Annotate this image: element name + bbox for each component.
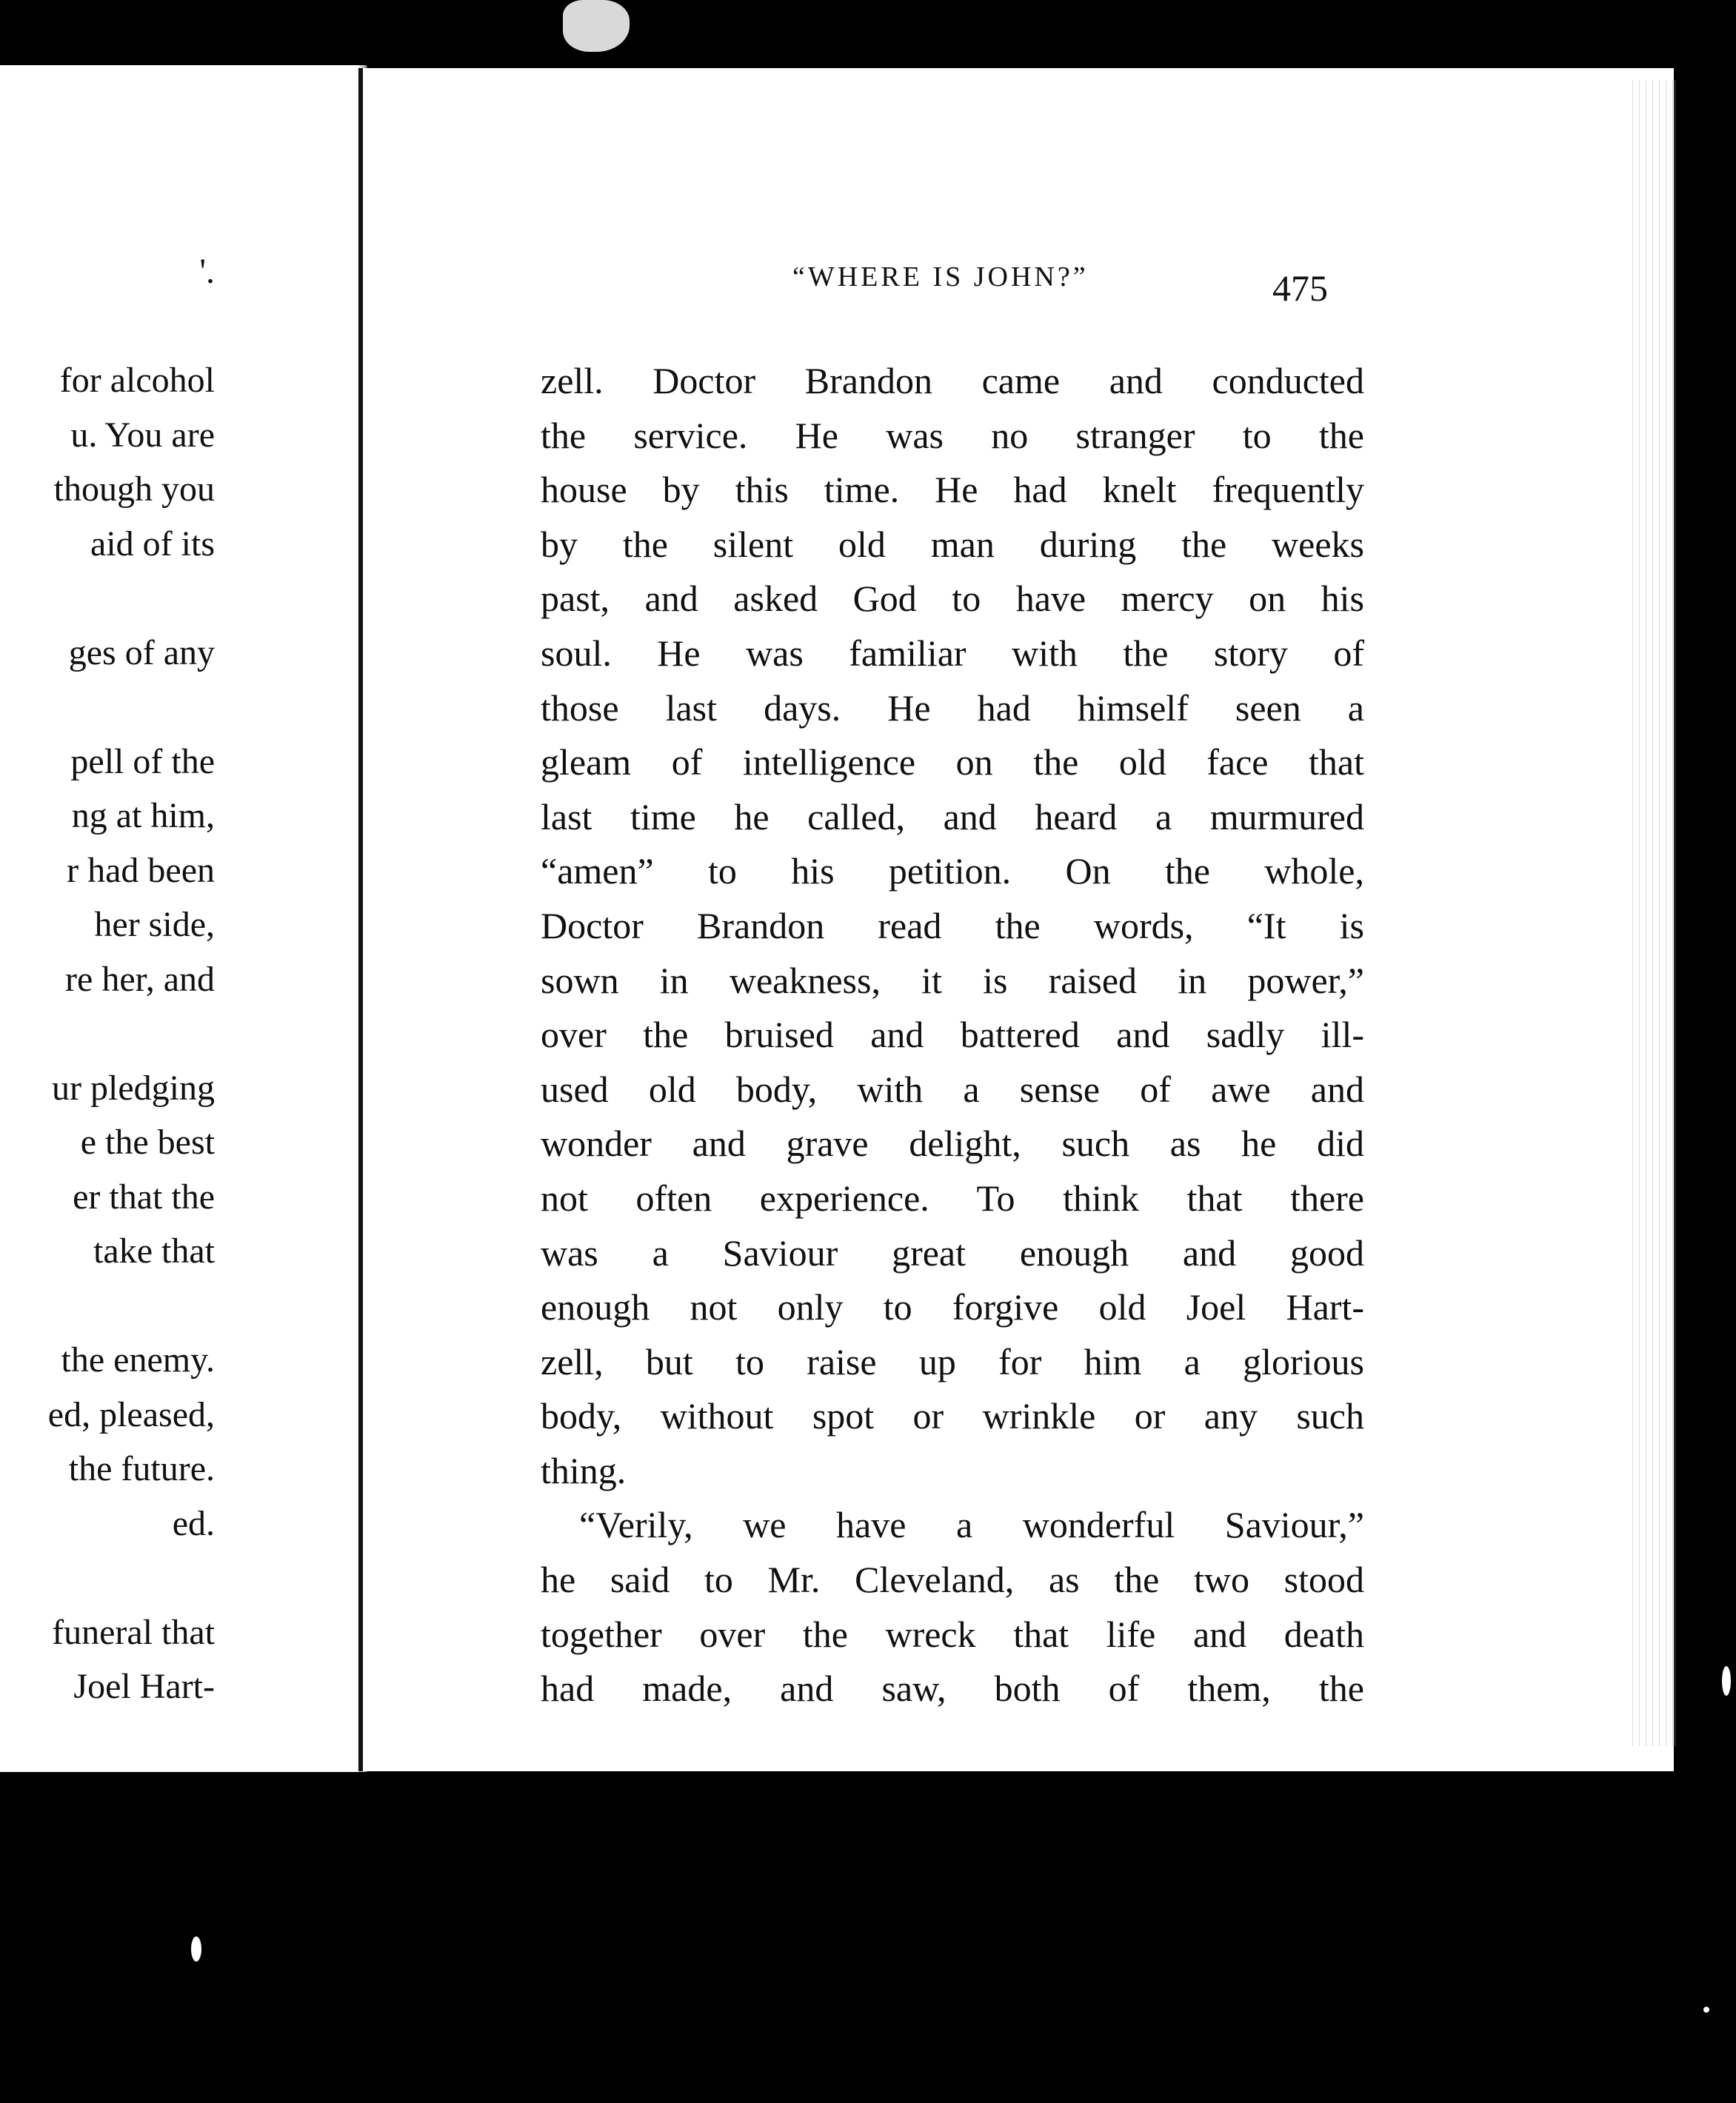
text-line: “Verily, we have a wonderful Saviour,” [579, 1504, 1364, 1546]
left-line: her side, [94, 905, 215, 944]
running-head: “WHERE IS JOHN?” [792, 261, 1089, 292]
left-line: the enemy. [61, 1340, 215, 1380]
left-line: '. [199, 252, 215, 291]
text-line: “amen” to his petition. On the whole, [541, 850, 1364, 892]
text-line: past, and asked God to have mercy on his [541, 578, 1364, 620]
left-line [0, 1279, 215, 1334]
page-edges [1629, 80, 1676, 1746]
left-line: r had been [67, 850, 215, 890]
left-line: take that [93, 1231, 215, 1271]
text-line: over the bruised and battered and sadly ill- [541, 1014, 1364, 1056]
text-line: was a Saviour great enough and good [541, 1231, 1364, 1274]
text-line: wonder and grave delight, such as he did [541, 1123, 1364, 1165]
text-line: had made, and saw, both of them, the [541, 1668, 1364, 1710]
text-line: last time he called, and heard a murmured [541, 795, 1364, 837]
text-line: those last days. He had himself seen a [541, 686, 1364, 729]
text-line: house by this time. He had knelt frequently [541, 469, 1364, 511]
text-line: not often experience. To think that there [541, 1177, 1364, 1219]
left-line [0, 1551, 215, 1605]
left-line: the future. [68, 1449, 215, 1488]
text-line: sown in weakness, it is raised in power,” [541, 959, 1364, 1001]
left-line: e the best [80, 1123, 215, 1162]
scan-speck [563, 0, 630, 52]
left-line: aid of its [90, 524, 215, 564]
left-page [0, 65, 367, 1772]
left-line: for alcohol [59, 361, 215, 400]
left-line [0, 680, 215, 735]
body-text [541, 354, 1364, 1716]
text-line: the service. He was no stranger to the [541, 414, 1364, 456]
left-page-text [0, 244, 215, 1714]
left-line: er that the [73, 1177, 215, 1217]
left-line: ur pledging [52, 1068, 215, 1108]
text-line: he said to Mr. Cleveland, as the two stood [541, 1559, 1364, 1601]
text-line: used old body, with a sense of awe and [541, 1068, 1364, 1110]
left-line [0, 299, 215, 354]
left-line: pell of the [70, 741, 215, 781]
left-line: ges of any [68, 632, 215, 672]
left-line: ed. [172, 1503, 215, 1543]
scan-speck [1703, 2007, 1709, 2013]
left-line: ed, pleased, [47, 1394, 215, 1434]
left-line: though you [53, 469, 215, 509]
text-line: soul. He was familiar with the story of [541, 632, 1364, 674]
left-line: Joel Hart- [73, 1667, 215, 1706]
left-line [0, 571, 215, 626]
text-line: by the silent old man during the weeks [541, 523, 1364, 565]
left-line: funeral that [52, 1612, 215, 1652]
text-line: Doctor Brandon read the words, “It is [541, 904, 1364, 946]
scan-speck [1722, 1666, 1731, 1696]
left-line: re her, and [65, 959, 215, 999]
text-line: body, without spot or wrinkle or any such [541, 1395, 1364, 1437]
text-line: thing. [541, 1449, 627, 1491]
text-line: together over the wreck that life and death [541, 1613, 1364, 1655]
text-line: zell, but to raise up for him a glorious [541, 1340, 1364, 1383]
left-line: u. You are [70, 415, 215, 455]
text-line: enough not only to forgive old Joel Hart- [541, 1286, 1364, 1328]
left-line [0, 1006, 215, 1061]
text-line: zell. Doctor Brandon came and conducted [541, 360, 1364, 401]
text-line: gleam of intelligence on the old face that [541, 741, 1364, 783]
left-line: ng at him, [71, 796, 215, 835]
page-number: 475 [1272, 267, 1328, 309]
scan-speck [191, 1936, 201, 1962]
